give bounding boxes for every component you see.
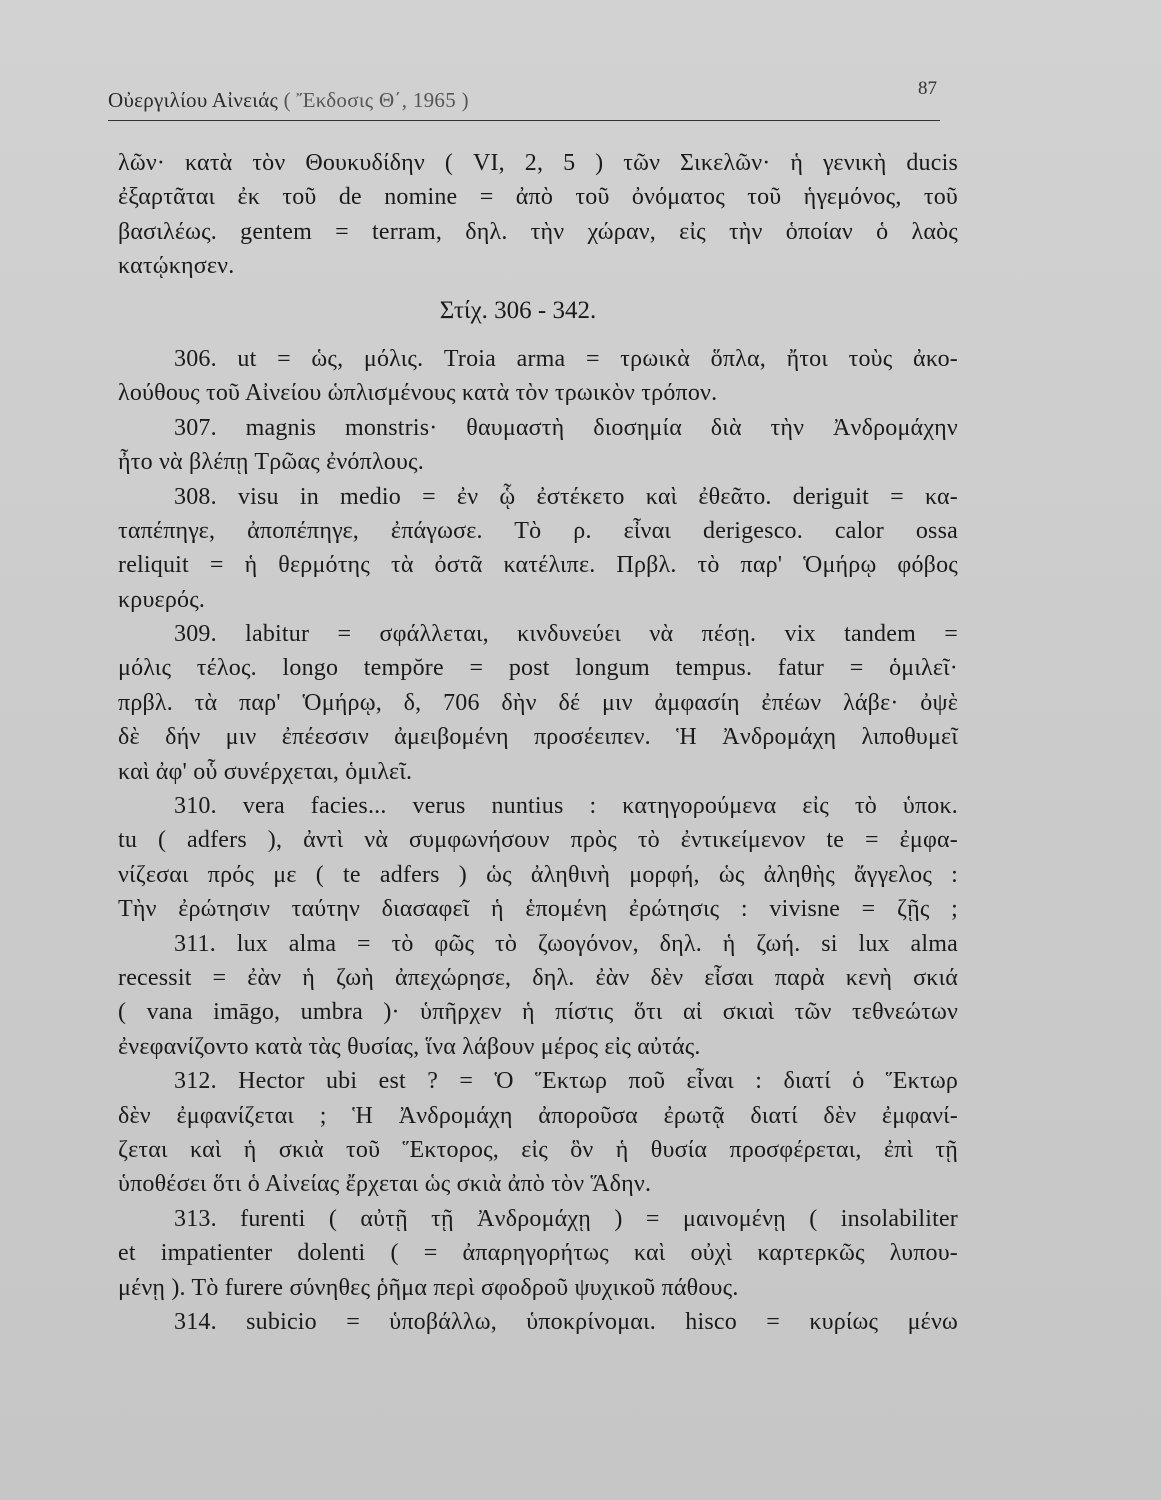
note-312 — [118, 1064, 958, 1202]
text-line: 313. furenti ( αὐτῇ τῇ Ἀνδρομάχῃ ) = μαινομένῃ ( insolabiliter — [174, 1205, 958, 1232]
text-line: 308. visu in medio = ἐν ᾧ ἐστέκετο καὶ ἐθεᾶτο. deriguit = κα- — [174, 483, 958, 510]
text-line: ἐνεφανίζοντο κατὰ τὰς θυσίας, ἵνα λάβουν μέρος εἰς αὐτάς. — [118, 1033, 701, 1060]
text-line: λούθους τοῦ Αἰνείου ὡπλισμένους κατὰ τὸν τρωικὸν τρόπον. — [118, 380, 718, 407]
text-line: κατῴκησεν. — [118, 253, 235, 280]
text-line: δὲ δήν μιν ἐπέεσσιν ἀμειβομένη προσέειπεν. Ἡ Ἀνδρομάχη λιποθυμεῖ — [118, 724, 958, 751]
running-head-edition: ( Ἔκδοσις Θ΄, 1965 ) — [283, 88, 469, 112]
note-311 — [118, 927, 958, 1065]
text-line: 314. subicio = ὑποβάλλω, ὑποκρίνομαι. hisco = κυρίως μένω — [174, 1308, 958, 1335]
note-313 — [118, 1202, 958, 1305]
text-line: 306. ut = ὡς, μόλις. Troia arma = τρωικὰ ὅπλα, ἤτοι τοὺς ἀκο- — [174, 345, 958, 372]
text-line: ταπέπηγε, ἀποπέπηγε, ἐπάγωσε. Τὸ ρ. εἶναι derigesco. calor ossa — [118, 517, 958, 544]
text-line: ( vana imāgo, umbra )· ὑπῆρχεν ἡ πίστις ὅτι αἱ σκιαὶ τῶν τεθνεώτων — [118, 999, 958, 1026]
note-306 — [118, 342, 958, 411]
text-line: νίζεσαι πρός με ( te adfers ) ὡς ἀληθινὴ μορφή, ὡς ἀληθὴς ἄγγελος : — [118, 861, 958, 888]
text-line: 309. labitur = σφάλλεται, κινδυνεύει νὰ πέσῃ. vix tandem = — [174, 621, 958, 648]
text-line: μόλις τέλος. longo tempŏre = post longum tempus. fatur = ὁμιλεῖ· — [118, 655, 958, 682]
note-308 — [118, 480, 958, 618]
text-line: et impatienter dolenti ( = ἀπαρηγορήτως καὶ οὐχὶ καρτερκῶς λυπου- — [118, 1240, 958, 1267]
note-307 — [118, 411, 958, 480]
text-line: πρβλ. τὰ παρ' Ὁμήρῳ, δ, 706 δὴν δέ μιν ἀμφασίη ἐπέων λάβε· ὀψὲ — [118, 689, 958, 716]
intro-paragraph — [118, 146, 958, 284]
text-line: ἐξαρτᾶται ἐκ τοῦ de nomine = ἀπὸ τοῦ ὀνόματος τοῦ ἡγεμόνος, τοῦ — [118, 184, 958, 211]
text-line: λῶν· κατὰ τὸν Θουκυδίδην ( VI, 2, 5 ) τῶν Σικελῶν· ἡ γενικὴ ducis — [118, 150, 958, 176]
running-head — [108, 88, 469, 113]
text-line: δὲν ἐμφανίζεται ; Ἡ Ἀνδρομάχη ἀποροῦσα ἐρωτᾷ διατί δὲν ἐμφανί- — [118, 1102, 958, 1129]
note-314 — [118, 1305, 958, 1339]
section-title: Στίχ. 306 - 342. — [439, 296, 597, 324]
running-head-title: Οὐεργιλίου Αἰνειάς — [108, 88, 279, 112]
text-line: ἦτο νὰ βλέπῃ Τρῶας ἐνόπλους. — [118, 449, 424, 476]
text-line: reliquit = ἡ θερμότης τὰ ὀστᾶ κατέλιπε. Πρβλ. τὸ παρ' Ὁμήρῳ φόβος — [118, 552, 958, 579]
text-line: 310. vera facies... verus nuntius : κατηγορούμενα εἰς τὸ ὑποκ. — [174, 793, 958, 820]
header-rule — [108, 120, 940, 121]
body-text — [118, 146, 958, 1339]
text-line: 312. Hector ubi est ? = Ὁ Ἕκτωρ ποῦ εἶναι : διατί ὁ Ἕκτωρ — [174, 1068, 958, 1095]
text-line: Τὴν ἐρώτησιν ταύτην διασαφεῖ ἡ ἑπομένη ἐρώτησις : vivisne = ζῇς ; — [118, 896, 958, 923]
text-line: καὶ ἀφ' οὗ συνέρχεται, ὁμιλεῖ. — [118, 758, 413, 785]
text-line: ζεται καὶ ἡ σκιὰ τοῦ Ἕκτορος, εἰς ὃν ἡ θυσία προσφέρεται, ἐπὶ τῇ — [118, 1136, 958, 1163]
text-line: tu ( adfers ), ἀντὶ νὰ συμφωνήσουν πρὸς τὸ ἐντικείμενον te = ἐμφα- — [118, 827, 958, 854]
page-number: 87 — [918, 78, 937, 99]
text-line: recessit = ἐὰν ἡ ζωὴ ἀπεχώρησε, δηλ. ἐὰν δὲν εἶσαι παρὰ κενὴ σκιά — [118, 964, 958, 991]
text-line: 307. magnis monstris· θαυμαστὴ διοσημία διὰ τὴν Ἀνδρομάχην — [174, 414, 958, 441]
text-line: 311. lux alma = τὸ φῶς τὸ ζωογόνον, δηλ. ἡ ζωή. si lux alma — [174, 930, 958, 957]
note-309 — [118, 617, 958, 789]
text-line: ὑποθέσει ὅτι ὁ Αἰνείας ἔρχεται ὡς σκιὰ ἀπὸ τὸν Ἅδην. — [118, 1171, 652, 1198]
note-310 — [118, 789, 958, 927]
text-line: κρυερός. — [118, 586, 206, 613]
text-line: βασιλέως. gentem = terram, δηλ. τὴν χώραν, εἰς τὴν ὁποίαν ὁ λαὸς — [118, 218, 958, 245]
text-line: μένῃ ). Τὸ furere σύνηθες ῥῆμα περὶ σφοδροῦ ψυχικοῦ πάθους. — [118, 1274, 739, 1301]
